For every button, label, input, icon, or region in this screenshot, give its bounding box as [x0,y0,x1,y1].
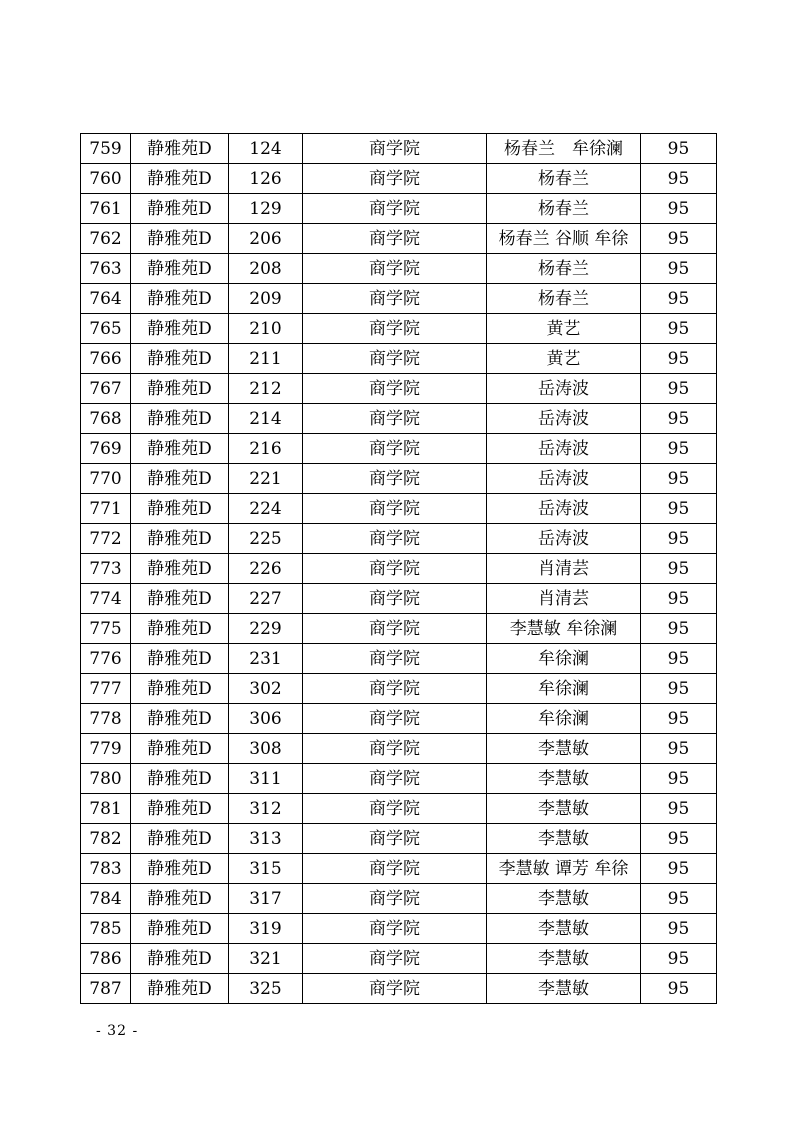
room-number-cell: 231 [229,644,303,674]
teacher-name-text: 黄艺 [546,348,581,369]
row-number-cell: 778 [81,704,131,734]
table-row [81,734,717,764]
building-cell: 静雅苑D [131,704,229,734]
teacher-cell [487,134,641,164]
teacher-name-text: 肖清芸 [538,558,589,579]
teacher-cell [487,374,641,404]
score-cell: 95 [641,344,717,374]
row-number-cell: 782 [81,824,131,854]
teacher-name-text: 杨春兰 [538,198,589,219]
teacher-name-text: 李慧敏 [538,978,589,999]
teacher-cell [487,584,641,614]
building-cell: 静雅苑D [131,824,229,854]
college-cell: 商学院 [303,734,487,764]
teacher-name-text: 李慧敏 [538,918,589,939]
teacher-name-text: 岳涛波 [538,468,589,489]
row-number-cell: 762 [81,224,131,254]
score-cell: 95 [641,314,717,344]
room-number-cell: 302 [229,674,303,704]
table-row [81,494,717,524]
page-number: - 32 - [96,1023,139,1039]
teacher-name-text: 岳涛波 [538,438,589,459]
row-number-cell: 759 [81,134,131,164]
row-number-cell: 777 [81,674,131,704]
teacher-cell [487,494,641,524]
teacher-cell [487,704,641,734]
teacher-cell [487,824,641,854]
building-cell: 静雅苑D [131,794,229,824]
teacher-name-text: 杨春兰 [538,258,589,279]
room-number-cell: 226 [229,554,303,584]
college-cell: 商学院 [303,884,487,914]
score-cell: 95 [641,944,717,974]
table-row [81,854,717,884]
row-number-cell: 772 [81,524,131,554]
college-cell: 商学院 [303,584,487,614]
score-cell: 95 [641,464,717,494]
teacher-name-text: 杨春兰 [538,168,589,189]
building-cell: 静雅苑D [131,974,229,1004]
table-row [81,434,717,464]
college-cell: 商学院 [303,224,487,254]
teacher-cell [487,734,641,764]
room-number-cell: 206 [229,224,303,254]
table-row [81,884,717,914]
college-cell: 商学院 [303,404,487,434]
row-number-cell: 774 [81,584,131,614]
row-number-cell: 765 [81,314,131,344]
room-number-cell: 221 [229,464,303,494]
score-cell: 95 [641,824,717,854]
table-row [81,944,717,974]
teacher-cell [487,854,641,884]
table-row [81,284,717,314]
teacher-cell [487,614,641,644]
row-number-cell: 766 [81,344,131,374]
table-row [81,224,717,254]
room-number-cell: 209 [229,284,303,314]
score-cell: 95 [641,434,717,464]
room-number-cell: 325 [229,974,303,1004]
college-cell: 商学院 [303,974,487,1004]
college-cell: 商学院 [303,914,487,944]
building-cell: 静雅苑D [131,914,229,944]
building-cell: 静雅苑D [131,194,229,224]
row-number-cell: 787 [81,974,131,1004]
building-cell: 静雅苑D [131,734,229,764]
score-cell: 95 [641,404,717,434]
score-cell: 95 [641,614,717,644]
teacher-cell [487,554,641,584]
score-cell: 95 [641,194,717,224]
college-cell: 商学院 [303,134,487,164]
college-cell: 商学院 [303,314,487,344]
college-cell: 商学院 [303,944,487,974]
score-cell: 95 [641,524,717,554]
teacher-cell [487,644,641,674]
room-number-cell: 129 [229,194,303,224]
building-cell: 静雅苑D [131,134,229,164]
building-cell: 静雅苑D [131,494,229,524]
row-number-cell: 760 [81,164,131,194]
teacher-name-text: 李慧敏 谭芳 牟徐 [498,858,629,879]
building-cell: 静雅苑D [131,524,229,554]
teacher-name-text: 岳涛波 [538,378,589,399]
college-cell: 商学院 [303,374,487,404]
room-number-cell: 311 [229,764,303,794]
room-number-cell: 208 [229,254,303,284]
teacher-name-text: 李慧敏 牟徐澜 [509,618,618,639]
table-row [81,674,717,704]
teacher-cell [487,434,641,464]
building-cell: 静雅苑D [131,314,229,344]
row-number-cell: 786 [81,944,131,974]
building-cell: 静雅苑D [131,464,229,494]
teacher-cell [487,974,641,1004]
college-cell: 商学院 [303,554,487,584]
teacher-cell [487,344,641,374]
room-number-cell: 227 [229,584,303,614]
score-cell: 95 [641,974,717,1004]
teacher-cell [487,314,641,344]
row-number-cell: 783 [81,854,131,884]
row-number-cell: 767 [81,374,131,404]
table-row [81,344,717,374]
score-cell: 95 [641,644,717,674]
teacher-name-text: 牟徐澜 [538,678,589,699]
teacher-cell [487,164,641,194]
teacher-cell [487,884,641,914]
teacher-name-text: 牟徐澜 [538,708,589,729]
college-cell: 商学院 [303,644,487,674]
score-cell: 95 [641,854,717,884]
table-row [81,134,717,164]
score-cell: 95 [641,794,717,824]
score-cell: 95 [641,134,717,164]
room-number-cell: 212 [229,374,303,404]
college-cell: 商学院 [303,854,487,884]
room-number-cell: 229 [229,614,303,644]
college-cell: 商学院 [303,164,487,194]
table-row [81,254,717,284]
row-number-cell: 780 [81,764,131,794]
teacher-name-text: 李慧敏 [538,798,589,819]
building-cell: 静雅苑D [131,374,229,404]
row-number-cell: 761 [81,194,131,224]
table-row [81,464,717,494]
teacher-cell [487,404,641,434]
college-cell: 商学院 [303,824,487,854]
dormitory-score-table [80,133,717,1004]
table-row [81,554,717,584]
table-row [81,584,717,614]
college-cell: 商学院 [303,284,487,314]
teacher-name-text: 岳涛波 [538,528,589,549]
room-number-cell: 224 [229,494,303,524]
row-number-cell: 763 [81,254,131,284]
room-number-cell: 315 [229,854,303,884]
table-row [81,374,717,404]
row-number-cell: 771 [81,494,131,524]
room-number-cell: 210 [229,314,303,344]
college-cell: 商学院 [303,764,487,794]
teacher-cell [487,674,641,704]
teacher-name-text: 岳涛波 [538,408,589,429]
score-cell: 95 [641,674,717,704]
row-number-cell: 768 [81,404,131,434]
room-number-cell: 124 [229,134,303,164]
score-cell: 95 [641,884,717,914]
building-cell: 静雅苑D [131,584,229,614]
building-cell: 静雅苑D [131,854,229,884]
college-cell: 商学院 [303,254,487,284]
college-cell: 商学院 [303,194,487,224]
room-number-cell: 306 [229,704,303,734]
teacher-name-text: 李慧敏 [538,888,589,909]
room-number-cell: 126 [229,164,303,194]
teacher-cell [487,284,641,314]
row-number-cell: 781 [81,794,131,824]
row-number-cell: 779 [81,734,131,764]
college-cell: 商学院 [303,344,487,374]
building-cell: 静雅苑D [131,284,229,314]
score-cell: 95 [641,554,717,584]
college-cell: 商学院 [303,794,487,824]
table-row [81,614,717,644]
score-cell: 95 [641,224,717,254]
row-number-cell: 775 [81,614,131,644]
room-number-cell: 321 [229,944,303,974]
score-cell: 95 [641,584,717,614]
college-cell: 商学院 [303,674,487,704]
row-number-cell: 769 [81,434,131,464]
room-number-cell: 211 [229,344,303,374]
teacher-name-text: 黄艺 [546,318,581,339]
table-row [81,974,717,1004]
table-row [81,404,717,434]
college-cell: 商学院 [303,434,487,464]
table-row [81,914,717,944]
building-cell: 静雅苑D [131,944,229,974]
building-cell: 静雅苑D [131,434,229,464]
building-cell: 静雅苑D [131,344,229,374]
building-cell: 静雅苑D [131,644,229,674]
room-number-cell: 312 [229,794,303,824]
teacher-name-text: 杨春兰 牟徐澜 [504,138,623,159]
score-cell: 95 [641,914,717,944]
building-cell: 静雅苑D [131,764,229,794]
teacher-name-text: 岳涛波 [538,498,589,519]
score-cell: 95 [641,374,717,404]
teacher-cell [487,914,641,944]
score-cell: 95 [641,764,717,794]
table-row [81,764,717,794]
teacher-cell [487,464,641,494]
building-cell: 静雅苑D [131,884,229,914]
teacher-name-text: 杨春兰 谷顺 牟徐 [498,228,629,249]
table-row [81,824,717,854]
row-number-cell: 770 [81,464,131,494]
teacher-cell [487,254,641,284]
teacher-name-text: 李慧敏 [538,948,589,969]
teacher-cell [487,224,641,254]
table-row [81,164,717,194]
teacher-cell [487,524,641,554]
table-row [81,644,717,674]
teacher-name-text: 李慧敏 [538,768,589,789]
room-number-cell: 214 [229,404,303,434]
teacher-name-text: 肖清芸 [538,588,589,609]
table-row [81,314,717,344]
building-cell: 静雅苑D [131,254,229,284]
room-number-cell: 319 [229,914,303,944]
college-cell: 商学院 [303,614,487,644]
row-number-cell: 776 [81,644,131,674]
room-number-cell: 313 [229,824,303,854]
college-cell: 商学院 [303,524,487,554]
table-row [81,194,717,224]
room-number-cell: 308 [229,734,303,764]
teacher-name-text: 李慧敏 [538,828,589,849]
room-number-cell: 225 [229,524,303,554]
building-cell: 静雅苑D [131,614,229,644]
score-cell: 95 [641,734,717,764]
table-body [81,134,717,1004]
building-cell: 静雅苑D [131,224,229,254]
teacher-cell [487,794,641,824]
teacher-cell [487,944,641,974]
teacher-name-text: 牟徐澜 [538,648,589,669]
room-number-cell: 317 [229,884,303,914]
row-number-cell: 773 [81,554,131,584]
teacher-name-text: 杨春兰 [538,288,589,309]
college-cell: 商学院 [303,704,487,734]
table-row [81,794,717,824]
table-row [81,524,717,554]
college-cell: 商学院 [303,494,487,524]
building-cell: 静雅苑D [131,164,229,194]
teacher-cell [487,194,641,224]
building-cell: 静雅苑D [131,404,229,434]
score-cell: 95 [641,494,717,524]
teacher-name-text: 李慧敏 [538,738,589,759]
score-cell: 95 [641,704,717,734]
college-cell: 商学院 [303,464,487,494]
teacher-cell [487,764,641,794]
row-number-cell: 764 [81,284,131,314]
row-number-cell: 785 [81,914,131,944]
row-number-cell: 784 [81,884,131,914]
score-cell: 95 [641,164,717,194]
room-number-cell: 216 [229,434,303,464]
building-cell: 静雅苑D [131,554,229,584]
score-cell: 95 [641,284,717,314]
score-cell: 95 [641,254,717,284]
building-cell: 静雅苑D [131,674,229,704]
table-row [81,704,717,734]
